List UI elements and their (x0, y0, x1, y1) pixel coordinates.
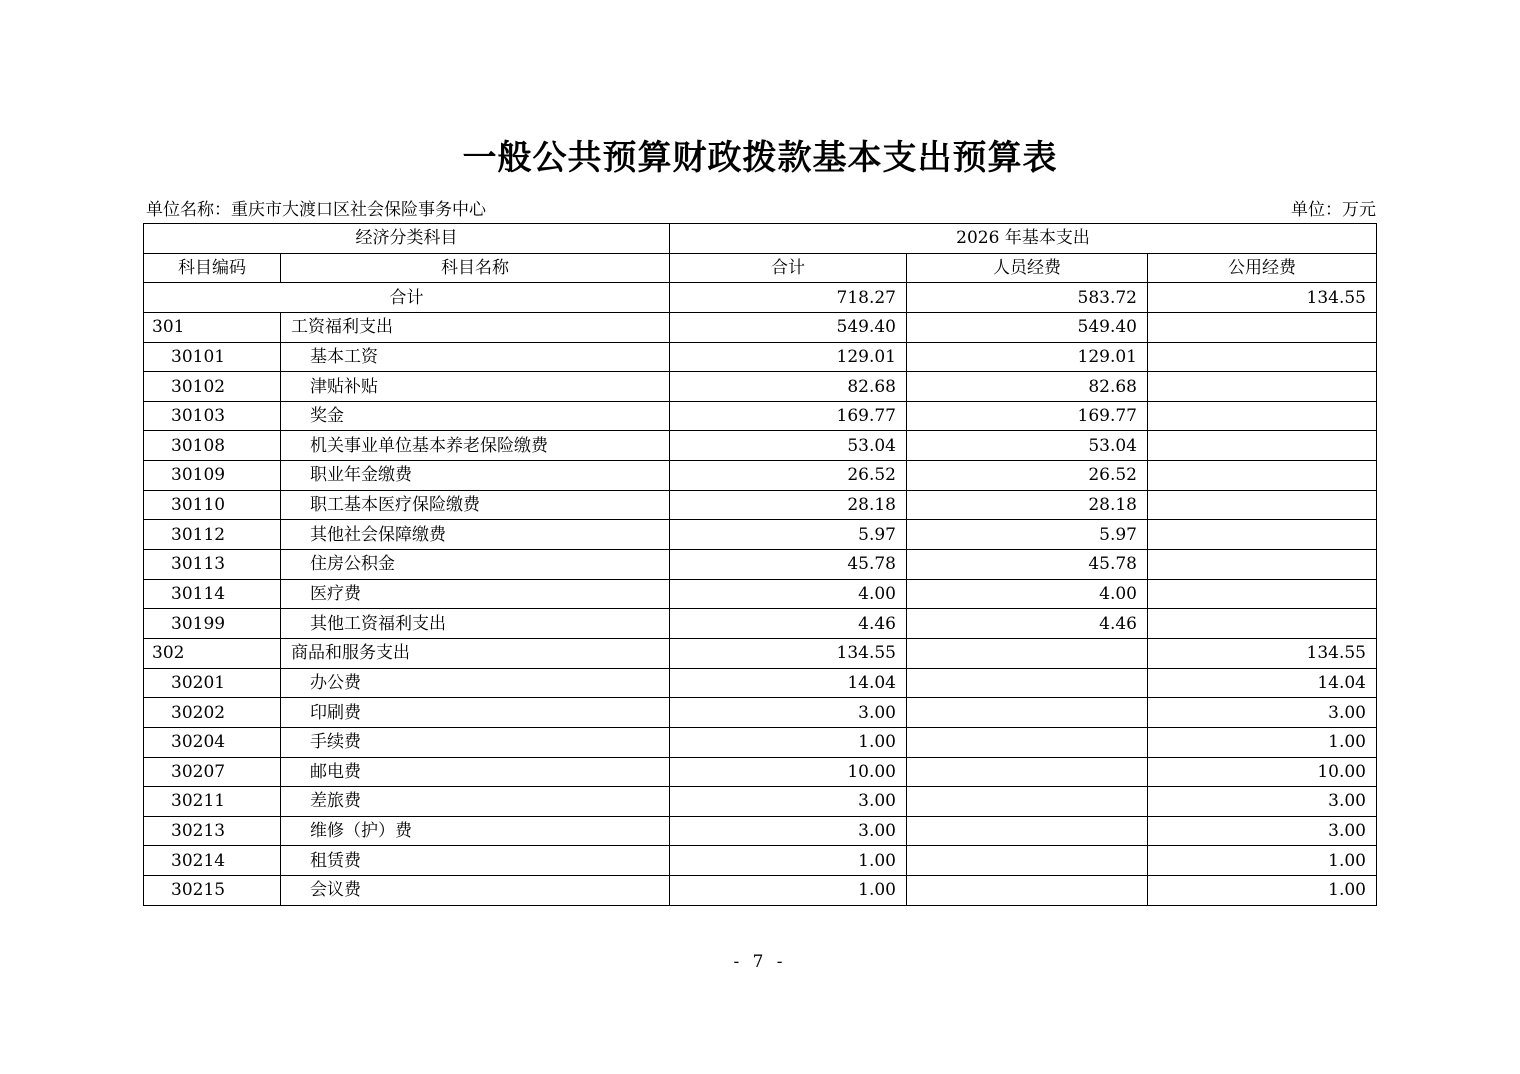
cell-total: 3.00 (670, 698, 907, 728)
cell-public (1148, 431, 1377, 461)
cell-name: 差旅费 (281, 787, 670, 817)
cell-total: 1.00 (670, 727, 907, 757)
table-row (144, 846, 1377, 876)
total-row-personnel: 583.72 (907, 283, 1148, 313)
cell-name: 办公费 (281, 668, 670, 698)
column-header-personnel: 人员经费 (907, 253, 1148, 283)
cell-name: 邮电费 (281, 757, 670, 787)
cell-personnel (907, 668, 1148, 698)
cell-public: 10.00 (1148, 757, 1377, 787)
cell-code: 302 (144, 638, 281, 668)
cell-code: 301 (144, 312, 281, 342)
cell-total: 28.18 (670, 490, 907, 520)
cell-personnel (907, 876, 1148, 906)
cell-personnel (907, 727, 1148, 757)
cell-total: 1.00 (670, 876, 907, 906)
cell-code: 30102 (144, 372, 281, 402)
cell-personnel: 82.68 (907, 372, 1148, 402)
table-row (144, 757, 1377, 787)
cell-public: 1.00 (1148, 727, 1377, 757)
cell-total: 169.77 (670, 401, 907, 431)
column-header-total: 合计 (670, 253, 907, 283)
cell-public: 1.00 (1148, 846, 1377, 876)
page-number: - 7 - (733, 952, 787, 972)
cell-code: 30215 (144, 876, 281, 906)
cell-name: 其他工资福利支出 (281, 609, 670, 639)
cell-name: 职工基本医疗保险缴费 (281, 490, 670, 520)
cell-personnel: 28.18 (907, 490, 1148, 520)
cell-public (1148, 550, 1377, 580)
table-row (144, 401, 1377, 431)
cell-personnel (907, 757, 1148, 787)
cell-total: 26.52 (670, 461, 907, 491)
cell-total: 134.55 (670, 638, 907, 668)
cell-name: 工资福利支出 (281, 312, 670, 342)
column-header-public: 公用经费 (1148, 253, 1377, 283)
table-row (144, 609, 1377, 639)
cell-personnel: 45.78 (907, 550, 1148, 580)
cell-code: 30112 (144, 520, 281, 550)
cell-total: 4.46 (670, 609, 907, 639)
cell-personnel (907, 846, 1148, 876)
cell-code: 30109 (144, 461, 281, 491)
cell-total: 14.04 (670, 668, 907, 698)
cell-code: 30114 (144, 579, 281, 609)
cell-public: 14.04 (1148, 668, 1377, 698)
table-row (144, 876, 1377, 906)
cell-public (1148, 342, 1377, 372)
cell-code: 30214 (144, 846, 281, 876)
cell-code: 30103 (144, 401, 281, 431)
cell-code: 30202 (144, 698, 281, 728)
cell-public (1148, 579, 1377, 609)
cell-personnel: 53.04 (907, 431, 1148, 461)
cell-total: 45.78 (670, 550, 907, 580)
header-basic-expenditure-year: 2026 年基本支出 (670, 224, 1377, 254)
cell-public (1148, 461, 1377, 491)
table-row (144, 461, 1377, 491)
cell-public: 1.00 (1148, 876, 1377, 906)
cell-total: 129.01 (670, 342, 907, 372)
cell-total: 3.00 (670, 787, 907, 817)
table-row (144, 431, 1377, 461)
table-row (144, 816, 1377, 846)
cell-public (1148, 520, 1377, 550)
cell-name: 印刷费 (281, 698, 670, 728)
total-row-label: 合计 (144, 283, 670, 313)
cell-public: 3.00 (1148, 698, 1377, 728)
cell-code: 30101 (144, 342, 281, 372)
cell-personnel (907, 816, 1148, 846)
cell-personnel (907, 638, 1148, 668)
table-row (144, 698, 1377, 728)
cell-code: 30113 (144, 550, 281, 580)
cell-name: 商品和服务支出 (281, 638, 670, 668)
total-row-public: 134.55 (1148, 283, 1377, 313)
table-row (144, 342, 1377, 372)
cell-code: 30110 (144, 490, 281, 520)
column-header-name: 科目名称 (281, 253, 670, 283)
cell-personnel: 4.00 (907, 579, 1148, 609)
currency-unit: 单位：万元 (1291, 200, 1376, 220)
cell-total: 549.40 (670, 312, 907, 342)
cell-name: 奖金 (281, 401, 670, 431)
cell-personnel: 549.40 (907, 312, 1148, 342)
cell-personnel: 5.97 (907, 520, 1148, 550)
cell-code: 30213 (144, 816, 281, 846)
table-row (144, 579, 1377, 609)
cell-code: 30204 (144, 727, 281, 757)
cell-code: 30211 (144, 787, 281, 817)
total-row-total: 718.27 (670, 283, 907, 313)
table-meta (143, 198, 1376, 222)
table-row (144, 727, 1377, 757)
cell-personnel: 26.52 (907, 461, 1148, 491)
page-title: 一般公共预算财政拨款基本支出预算表 (462, 138, 1058, 178)
cell-code: 30108 (144, 431, 281, 461)
table-row (144, 520, 1377, 550)
table-row (144, 372, 1377, 402)
cell-public (1148, 609, 1377, 639)
cell-personnel: 129.01 (907, 342, 1148, 372)
cell-name: 住房公积金 (281, 550, 670, 580)
cell-personnel: 169.77 (907, 401, 1148, 431)
budget-table (143, 223, 1377, 906)
table-row (144, 550, 1377, 580)
cell-total: 4.00 (670, 579, 907, 609)
table-row (144, 490, 1377, 520)
table-row (144, 312, 1377, 342)
cell-name: 租赁费 (281, 846, 670, 876)
cell-total: 10.00 (670, 757, 907, 787)
cell-code: 30199 (144, 609, 281, 639)
cell-name: 基本工资 (281, 342, 670, 372)
header-column-row (144, 253, 1377, 283)
cell-name: 维修（护）费 (281, 816, 670, 846)
cell-total: 1.00 (670, 846, 907, 876)
cell-code: 30201 (144, 668, 281, 698)
cell-total: 53.04 (670, 431, 907, 461)
column-header-code: 科目编码 (144, 253, 281, 283)
cell-public: 3.00 (1148, 787, 1377, 817)
cell-personnel (907, 698, 1148, 728)
header-group-row (144, 224, 1377, 254)
cell-name: 职业年金缴费 (281, 461, 670, 491)
cell-public: 134.55 (1148, 638, 1377, 668)
header-economic-classification: 经济分类科目 (144, 224, 670, 254)
cell-public: 3.00 (1148, 816, 1377, 846)
cell-personnel: 4.46 (907, 609, 1148, 639)
cell-personnel (907, 787, 1148, 817)
cell-name: 津贴补贴 (281, 372, 670, 402)
cell-total: 82.68 (670, 372, 907, 402)
cell-public (1148, 401, 1377, 431)
table-body (144, 283, 1377, 905)
cell-total: 3.00 (670, 816, 907, 846)
table-row (144, 668, 1377, 698)
unit-name: 单位名称：重庆市大渡口区社会保险事务中心 (146, 200, 486, 220)
table-row (144, 638, 1377, 668)
cell-name: 其他社会保障缴费 (281, 520, 670, 550)
cell-name: 医疗费 (281, 579, 670, 609)
total-row (144, 283, 1377, 313)
cell-public (1148, 312, 1377, 342)
cell-public (1148, 372, 1377, 402)
table-row (144, 787, 1377, 817)
cell-total: 5.97 (670, 520, 907, 550)
cell-code: 30207 (144, 757, 281, 787)
cell-name: 手续费 (281, 727, 670, 757)
cell-name: 机关事业单位基本养老保险缴费 (281, 431, 670, 461)
cell-name: 会议费 (281, 876, 670, 906)
cell-public (1148, 490, 1377, 520)
